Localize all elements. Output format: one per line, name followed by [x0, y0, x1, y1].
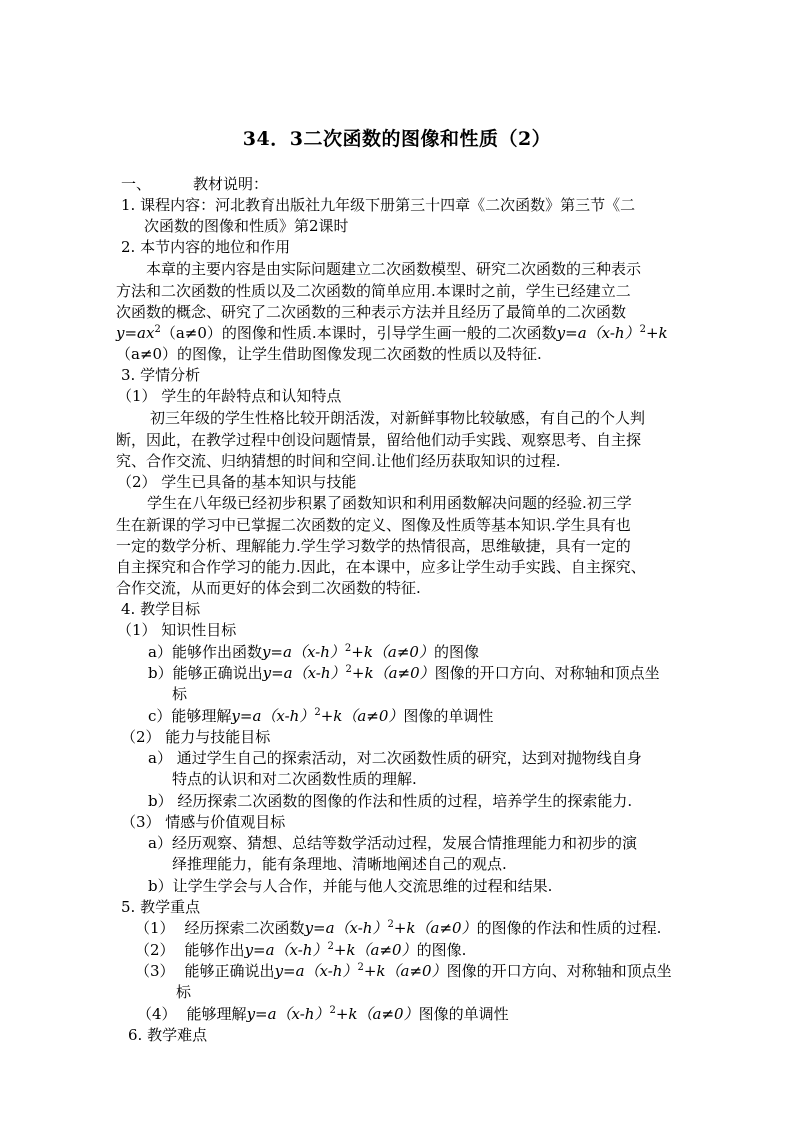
- item-5-heading: 5. 教学重点: [121, 898, 201, 916]
- emotion-goal-a-line-1: a）经历观察、猜想、总结等数学活动过程，发展合情推理能力和初步的演: [148, 834, 637, 852]
- item-4-3-heading: （3） 情感与价值观目标: [121, 813, 286, 831]
- key-point-4: （4） 能够理解$y=a(x-h)^2+k(a\ne 0)$图像的单调性: [137, 1005, 509, 1023]
- item-6-heading: 6. 教学难点: [128, 1026, 208, 1044]
- key-point-1: （1） 经历探索二次函数$y=a(x-h)^2+k(a\ne 0)$的图像的作法和性质的过程.: [135, 919, 662, 937]
- emotion-goal-b: b）让学生学会与人合作，并能与他人交流思维的过程和结果.: [148, 877, 553, 895]
- para-1-line-2: 方法和二次函数的性质以及二次函数的简单应用.本课时之前，学生已经建立二: [116, 282, 631, 300]
- para-3-line-3: 一定的数学分析、理解能力.学生学习数学的热情很高，思维敏捷，具有一定的: [116, 537, 631, 555]
- ability-goal-b: b） 经历探索二次函数的图像的作法和性质的过程，培养学生的探索能力.: [148, 792, 633, 810]
- item-4-1-heading: （1） 知识性目标: [117, 621, 237, 639]
- para-2-line-3: 究、合作交流、归纳猜想的时间和空间.让他们经历获取知识的过程.: [116, 452, 561, 470]
- para-3-line-4: 自主探究和合作学习的能力.因此，在本课中，应多让学生动手实践、自主探究、: [116, 558, 646, 576]
- page-title: 34．3二次函数的图像和性质（2）: [242, 128, 552, 150]
- knowledge-goal-a: a）能够作出函数$y=a(x-h)^2+k(a\ne 0)$的图像: [148, 643, 479, 661]
- ability-goal-a-line-1: a） 通过学生自己的探索活动，对二次函数性质的研究，达到对抛物线自身: [148, 749, 642, 767]
- para-3-line-5: 合作交流，从而更好的体会到二次函数的特征.: [116, 579, 421, 597]
- item-4-2-heading: （2） 能力与技能目标: [121, 728, 271, 746]
- key-point-2: （2） 能够作出$y=a(x-h)^2+k(a\ne 0)$的图像.: [135, 941, 467, 959]
- formula-y-ax2: y=ax: [116, 324, 155, 342]
- ability-goal-a-line-2: 特点的认识和对二次函数性质的理解.: [172, 770, 417, 788]
- para-1-line-4: $y=ax^2(a\ne 0)$的图像和性质.本课时，引导学生画一般的二次函数$y=a(x-h)^2+k$: [116, 324, 668, 342]
- knowledge-goal-b-cont: 标: [172, 685, 188, 703]
- para-1-line-1: 本章的主要内容是由实际问题建立二次函数模型、研究二次函数的三种表示: [146, 260, 642, 278]
- item-3-1-heading: （1） 学生的年龄特点和认知特点: [117, 387, 342, 405]
- section-1-label: 教材说明：: [193, 175, 269, 193]
- para-1-line-5: （a≠0）的图像，让学生借助图像发现二次函数的性质以及特征.: [116, 345, 542, 363]
- knowledge-goal-b: b）能够正确说出$y=a(x-h)^2+k(a\ne 0)$图像的开口方向、对称轴和顶点坐: [148, 664, 660, 682]
- para-3-line-2: 生在新课的学习中已掌握二次函数的定义、图像及性质等基本知识.学生具有也: [116, 516, 631, 534]
- item-3-heading: 3. 学情分析: [121, 366, 201, 384]
- item-1-line-2: 次函数的图像和性质》第2课时: [144, 217, 349, 235]
- para-1-line-3: 次函数的概念、研究了二次函数的三种表示方法并且经历了最简单的二次函数: [116, 303, 627, 321]
- formula-vertex: y=a（x-h）: [556, 324, 640, 342]
- emotion-goal-a-line-2: 绎推理能力，能有条理地、清晰地阐述自己的观点.: [172, 855, 507, 873]
- para-2-line-1: 初三年级的学生性格比较开朗活泼，对新鲜事物比较敏感，有自己的个人判: [150, 409, 646, 427]
- item-3-2-heading: （2） 学生已具备的基本知识与技能: [117, 473, 357, 491]
- para-2-line-2: 断，因此，在教学过程中创设问题情景，留给他们动手实践、观察思考、自主探: [116, 431, 642, 449]
- key-point-3: （3） 能够正确说出$y=a(x-h)^2+k(a\ne 0)$图像的开口方向、对称轴和顶点坐: [135, 962, 672, 980]
- item-2-heading: 2. 本节内容的地位和作用: [121, 238, 291, 256]
- knowledge-goal-c: c）能够理解$y=a(x-h)^2+k(a\ne 0)$图像的单调性: [148, 707, 494, 725]
- para-3-line-1: 学生在八年级已经初步积累了函数知识和利用函数解决问题的经验.初三学: [147, 494, 632, 512]
- item-1-line-1: 1. 课程内容：河北教育出版社九年级下册第三十四章《二次函数》第三节《二: [121, 196, 636, 214]
- section-1-number: 一、: [121, 175, 152, 193]
- section-1-heading: [121, 174, 268, 194]
- key-point-3-cont: 标: [176, 983, 192, 1001]
- item-4-heading: 4. 教学目标: [121, 600, 201, 618]
